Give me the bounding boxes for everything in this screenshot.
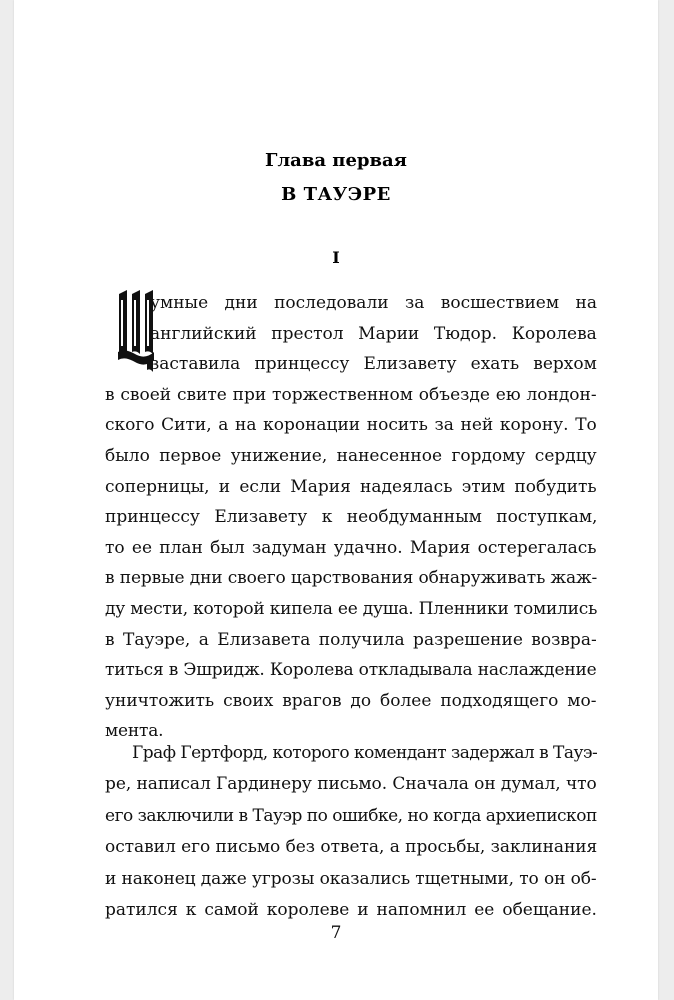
paragraph1-line-14: уничтожить своих врагов до более подходящего мо- <box>105 690 597 711</box>
paragraph1-line-10: в первые дни своего царствования обнаруживать жаж- <box>105 568 598 589</box>
paragraph2-line-5: и наконец даже угрозы оказались тщетными, то он об- <box>105 868 597 889</box>
paragraph1-line-13: титься в Эшридж. Королева откладывала наслаждение <box>105 660 597 681</box>
paragraph2-line-4: оставил его письмо без ответа, а просьбы, заклинания <box>105 837 598 858</box>
paragraph1-line-12: в Тауэре, а Елизавета получила разрешение возвра- <box>105 629 597 650</box>
paragraph1-line-4: в своей свите при торжественном объезде ею лондон- <box>105 384 597 405</box>
paragraph1-line-9: то ее план был задуман удачно. Мария остерегалась <box>105 537 597 558</box>
paragraph1-line-15: мента. <box>105 721 164 742</box>
paragraph1-line-1: умные дни последовали за восшествием на <box>150 293 597 313</box>
paragraph1-line-5: ского Сити, а на коронации носить за ней корону. То <box>105 415 597 436</box>
paragraph1-line-8: принцессу Елизавету к необдуманным поступкам, <box>105 507 598 528</box>
paragraph2-line-3: его заключили в Тауэр по ошибке, но когда архиепископ <box>105 805 597 826</box>
paragraph1-line-2: английский престол Марии Тюдор. Королева <box>150 323 597 344</box>
paragraph2-line-6: ратился к самой королеве и напомнил ее обещание. <box>105 900 597 920</box>
chapter-subtitle: В ТАУЭРЕ <box>281 184 391 205</box>
paragraph1-line-11: ду мести, которой кипела ее душа. Пленники томились <box>105 599 598 619</box>
paragraph1-line-3: заставила принцессу Елизавету ехать верхом <box>150 354 597 375</box>
section-numeral: I <box>332 248 340 267</box>
paragraph2-line-1: Граф Гертфорд, которого комендант задержал в Тауэ- <box>132 743 598 763</box>
page-number: 7 <box>330 923 342 943</box>
paragraph1-line-7: соперницы, и если Мария надеялась этим побудить <box>105 476 597 497</box>
paragraph1-line-6: было первое унижение, нанесенное гордому сердцу <box>105 446 597 466</box>
paragraph2-line-2: ре, написал Гардинеру письмо. Сначала он думал, что <box>105 774 597 795</box>
book-page <box>14 0 658 1000</box>
chapter-title: Глава первая <box>265 150 407 171</box>
